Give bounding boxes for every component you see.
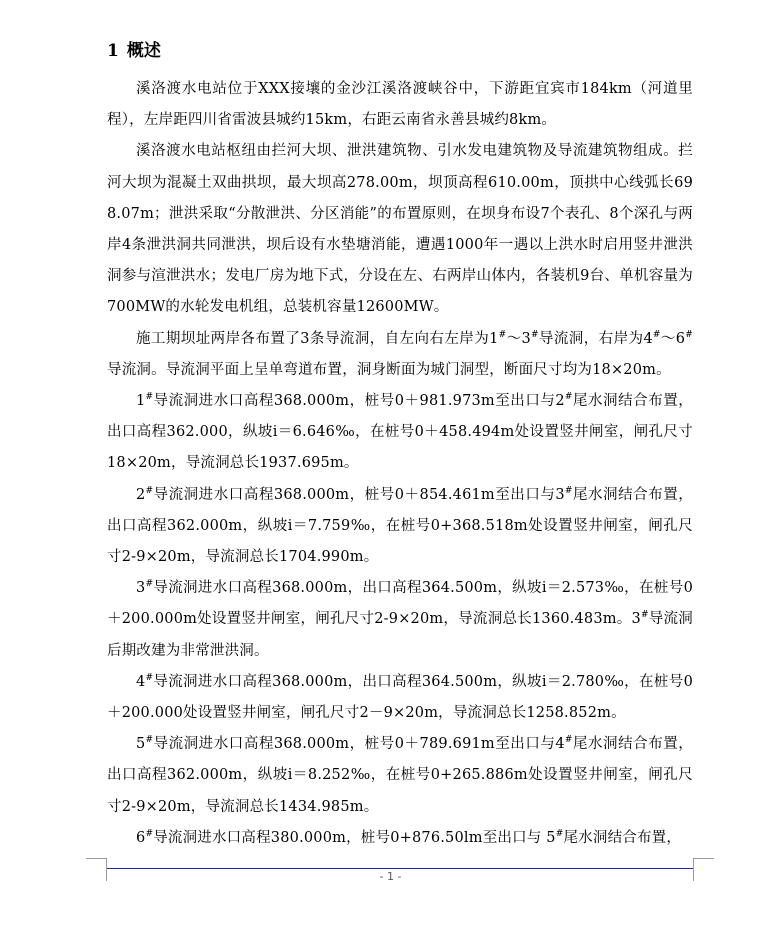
section-title: 概述 [126,41,161,61]
paragraph-tunnel-2: 2#导流洞进水口高程368.000m，桩号0＋854.461m至出口与3#尾水洞结合布置，出口高程362.000m，纵坡i＝7.759‰，在桩号0+368.518m处设置竖井闸室，闸孔尺寸2-9×20m，导流洞总长1704.990m。 [107,485,694,566]
paragraph-layout: 溪洛渡水电站枢纽由拦河大坝、泄洪建筑物、引水发电建筑物及导流建筑物组成。拦河大坝为混凝土双曲拱坝，最大坝高278.00m，坝顶高程610.00m，顶拱中心线弧长698.07m；泄洪采取“分散泄洪、分区消能”的布置原则，在坝身布设7个表孔、8个深孔与两岸4条泄洪洞共同泄洪，坝后设有水垫塘消能，遭遇1000年一遇以上洪水时启用竖井泄洪洞参与渲泄洪水；发电厂房为地下式，分设在左、右两岸山体内，各装机9台、单机容量为700MW的水轮发电机组，总装机容量12600MW。 [107,143,693,316]
section-number: 1 [107,41,119,61]
page-number: - 1 - [379,870,402,883]
paragraph-tunnel-1: 1#导流洞进水口高程368.000m，桩号0＋981.973m至出口与2#尾水洞结合布置，出口高程362.000，纵坡i＝6.646‰，在桩号0＋458.494m处设置竖井闸室，闸孔尺寸18×20m，导流洞总长1937.695m。 [107,392,694,472]
paragraph-location: 溪洛渡水电站位于XXX接壤的金沙江溪洛渡峡谷中，下游距宜宾市184km（河道里程），左岸距四川省雷波县城约15km，右距云南省永善县城约8km。 [107,81,693,129]
paragraph-tunnel-6: 6#导流洞进水口高程380.000m，桩号0+876.50lm至出口与 5#尾水洞结合布置， [136,829,682,846]
paragraph-tunnel-4: 4#导流洞进水口高程368.000m，出口高程364.500m，纵坡i＝2.780‰，在桩号0＋200.000处设置竖井闸室，闸孔尺寸2－9×20m，导流洞总长1258.852m。 [107,673,693,722]
section-heading [107,37,161,65]
body-text [107,74,693,854]
paragraph-diversion-overview: 施工期坝址两岸各布置了3条导流洞，自左向右左岸为1#～3#导流洞，右岸为4#～6#导流洞。导流洞平面上呈单弯道布置，洞身断面为城门洞型，断面尺寸均为18×20m。 [107,329,693,378]
paragraph-tunnel-5: 5#导流洞进水口高程368.000m，桩号0＋789.691m至出口与4#尾水洞结合布置，出口高程362.000m，纵坡i＝8.252‰，在桩号0+265.886m处设置竖井闸室，闸孔尺寸2-9×20m，导流洞总长1434.985m。 [107,735,694,815]
paragraph-tunnel-3: 3#导流洞进水口高程368.000m，出口高程364.500m，纵坡i＝2.573‰，在桩号0＋200.000m处设置竖井闸室，闸孔尺寸2-9×20m，导流洞总长1360.483m。3#导流洞后期改建为非常泄洪洞。 [107,579,693,659]
